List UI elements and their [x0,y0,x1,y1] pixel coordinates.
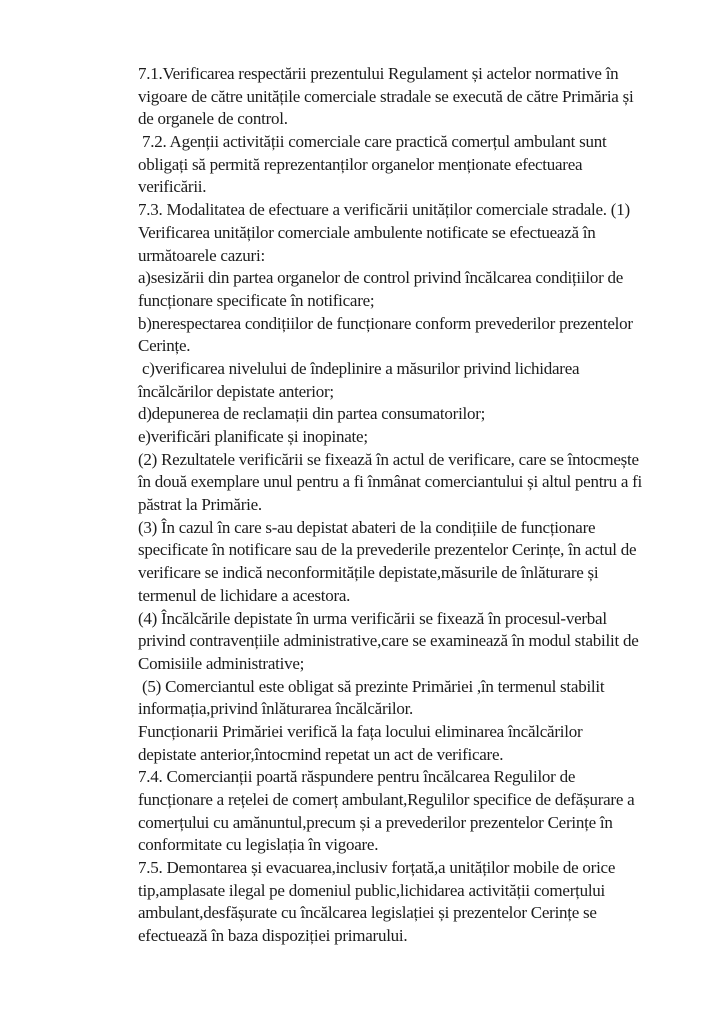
text-line: 7.4. Comercianții poartă răspundere pentru încălcarea Regulilor de [138,767,576,787]
text-line: (5) Comerciantul este obligat să prezinte Primăriei ,în termenul stabilit [138,676,605,696]
text-line: verificării. [138,177,207,197]
paragraph [138,517,704,608]
text-line: obligați să permită reprezentanților organelor menționate efectuarea [138,154,583,174]
paragraph [138,766,704,857]
text-line: 7.5. Demontarea și evacuarea,inclusiv forțată,a unităților mobile de orice [138,858,616,878]
text-line: Cerințe. [138,336,191,356]
text-line: următoarele cazuri: [138,245,265,265]
paragraph [138,131,704,199]
text-line: informația,privind înlăturarea încălcărilor. [138,699,414,719]
text-line: păstrat la Primărie. [138,495,262,515]
paragraph [138,857,704,948]
paragraph [138,721,704,766]
text-line: termenul de lichidare a acestora. [138,585,351,605]
text-line: funcționare a rețelei de comerț ambulant,Regulilor specifice de defășurare a [138,790,635,809]
text-line: (4) Încălcările depistate în urma verificării se fixează în procesul-verbal [138,608,607,628]
text-line: (3) În cazul în care s-au depistat abateri de la condițiile de funcționare [138,517,596,537]
text-line: de organele de control. [138,109,288,129]
text-line: comerțului cu amănuntul,precum și a prevederilor prezentelor Cerințe în [138,812,613,832]
paragraph [138,358,704,403]
text-line: Comisiile administrative; [138,653,305,673]
text-line: Verificarea unităților comerciale ambulente notificate se efectuează în [138,222,596,242]
text-line: încălcărilor depistate anterior; [138,381,334,401]
text-line: 7.2. Agenții activității comerciale care practică comerțul ambulant sunt [138,132,607,152]
text-line: depistate anterior,întocmind repetat un act de verificare. [138,744,504,764]
paragraph [138,426,704,449]
text-line: Funcționarii Primăriei verifică la fața locului eliminarea încălcărilor [138,721,583,741]
text-line: a)sesizării din partea organelor de control privind încălcarea condițiilor de [138,268,624,288]
text-line: privind contravențiile administrative,care se examinează în modul stabilit de [138,631,639,651]
text-line: d)depunerea de reclamații din partea consumatorilor; [138,404,486,424]
paragraph [138,449,704,517]
text-line: efectuează în baza dispoziției primarului. [138,926,408,946]
text-line: verificare se indică neconformitățile depistate,măsurile de înlăturare și [138,563,599,583]
paragraph [138,676,704,721]
text-line: 7.3. Modalitatea de efectuare a verificării unităților comerciale stradale. (1) [138,200,630,220]
text-line: e)verificări planificate și inopinate; [138,427,368,446]
text-line: funcționare specificate în notificare; [138,290,375,310]
paragraph [138,267,704,312]
text-line: (2) Rezultatele verificării se fixează în actul de verificare, care se întocmește [138,449,639,469]
text-line: 7.1.Verificarea respectării prezentului Regulament și actelor normative în [138,64,619,83]
text-line: conformitate cu legislația în vigoare. [138,835,379,855]
text-line: ambulant,desfășurate cu încălcarea legislației și prezentelor Cerințe se [138,903,597,923]
text-line: specificate în notificare sau de la prevederile prezentelor Cerințe, în actul de [138,540,637,560]
paragraph [138,313,704,358]
text-line: vigoare de către unitățile comerciale stradale se execută de către Primăria și [138,86,634,106]
text-line: tip,amplasate ilegal pe domeniul public,lichidarea activității comerțului [138,880,606,900]
paragraph [138,403,704,426]
paragraph [138,63,704,131]
paragraph [138,199,704,267]
paragraph [138,608,704,676]
text-line: b)nerespectarea condițiilor de funcționare conform prevederilor prezentelor [138,313,633,333]
text-line: c)verificarea nivelului de îndeplinire a măsurilor privind lichidarea [138,358,580,378]
text-line: în două exemplare unul pentru a fi înmânat comerciantului și altul pentru a fi [138,472,643,492]
document-text [138,63,704,948]
